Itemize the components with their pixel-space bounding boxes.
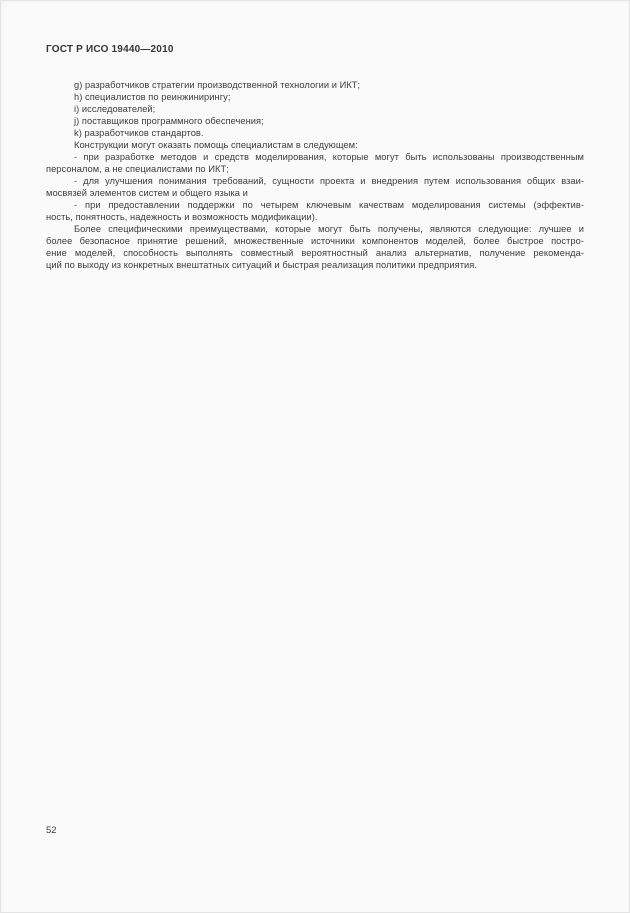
list-item-j: j) поставщиков программного обеспечения; [74,116,264,126]
text-line: - при предоставлении поддержки по четырем ключевым качествам моделирования системы (эффектив- [74,200,584,210]
list-item-k: k) разработчиков стандартов. [74,128,204,138]
text-line: - при разработке методов и средств моделирования, которые могут быть использованы производственным [74,152,584,162]
text-line: мосвязей элементов систем и общего языка и [46,188,248,198]
list-item-g: g) разработчиков стратегии производственной технологии и ИКТ; [74,80,361,90]
text-line: Более специфическими преимуществами, которые могут быть получены, являются следующие: лучшее и [74,224,584,234]
page-number: 52 [46,825,57,836]
text-line: - для улучшения понимания требований, сущности проекта и внедрения путем использования общих взаи- [74,176,584,186]
list-item-h: h) специалистов по реинжинирингу; [74,92,231,102]
text-line: персоналом, а не специалистами по ИКТ; [46,164,229,174]
document-header: ГОСТ Р ИСО 19440—2010 [46,44,174,55]
text-line: ций по выходу из конкретных внештатных ситуаций и быстрая реализация политики предприятия. [46,260,477,270]
document-body [46,79,584,271]
text-line: более безопасное принятие решений, множественные источники компонентов моделей, более быстрое постро- [46,236,584,246]
list-item-i: i) исследователей; [74,104,156,114]
paragraph-intro-line: Конструкции могут оказать помощь специалистам в следующем: [74,140,358,150]
text-line: ность, понятность, надежность и возможность модификации). [46,212,318,222]
text-line: ение моделей, способность выполнять совместный вероятностный анализ альтернатив, получение рекоменда- [46,248,584,258]
